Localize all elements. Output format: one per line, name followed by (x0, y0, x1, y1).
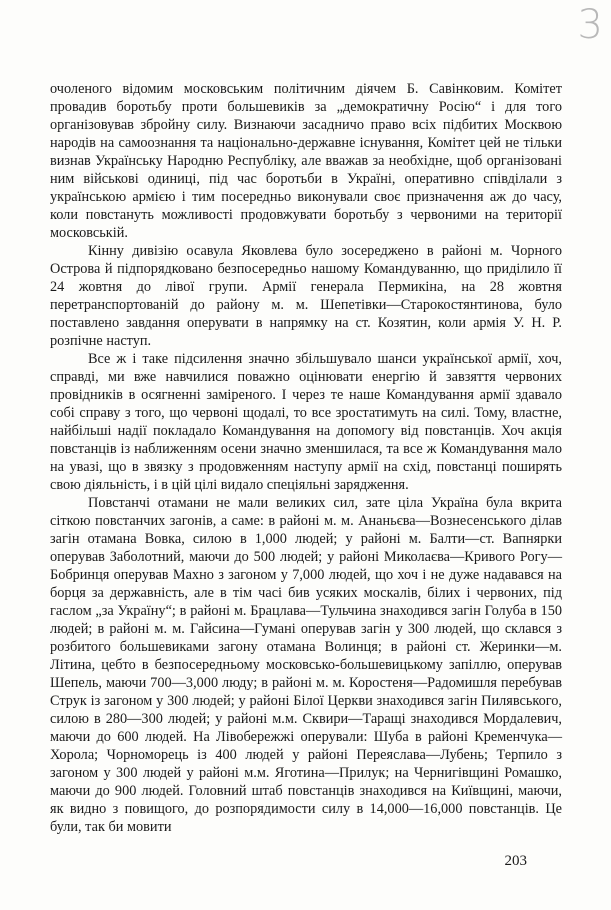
paragraph-1: очоленого відомим московським політичним діячем Б. Савінковим. Комітет провадив боротьбу проти большевиків за „демократичну Росію“ і для того організовував збройну силу. Визнаючи засадничо право всіх підбитих Москвою народів на самоознання та національно-державне існування, Комітет цей не тільки визнав Українську Народню Республіку, але вважав за необхідне, щоб організовані ним військові одиниці, під час боротьби в Україні, оперативно співділали з українською армією і тим посередньо виконували своє призначення аж до часу, коли повстануть можливості продовжувати боротьбу з червоними на території московській. (50, 81, 562, 241)
body-text (50, 80, 562, 836)
paragraph-2: Кінну дивізію осавула Яковлева було зосереджено в районі м. Чорного Острова й підпорядковано безпосередньо нашому Командуванню, що приділило її 24 жовтня до лівої групи. Армії генерала Пермикіна, на 28 жовтня перетранспортованій до району м. м. Шепетівки—Старокостянтинова, було поставлено завдання оперувати в напрямку на ст. Козятин, коли армія У. Н. Р. розпічне наступ. (50, 243, 562, 349)
page-number: 203 (504, 853, 527, 869)
paragraph-3: Все ж і таке підсилення значно збільшувало шанси української армії, хоч, справді, ми вже навчилися поважно оцінювати енергію й завзяття червоних провідників в осягненні замірeного. І через те наше Командування армії здавало собі справу з того, що червоні щодалі, то все зростатимуть на силі. Тому, властне, найбільші надії покладало Командування на допомогу від повстанців. Хоч акція повстанців із наближенням осени значно зменшилася, та все ж Командування мало на увазі, що в звязку з продовженням наступу армії на схід, повстанці поширять свою діяльність, і в цій цілі видало спеціяльні зарядження. (50, 351, 562, 493)
paragraph-4: Повстанчі отамани не мали великих сил, зате ціла Україна була вкрита сіткою повстанчих загонів, а саме: в районі м. м. Ананьєва—Вознесенського ділав загін отамана Вовка, силою в 1,000 людей; у районі м. Балти—ст. Вапнярки оперував Заболотний, маючи до 500 людей; у районі Миколаєва—Кривого Рогу—Бобринця оперував Махно з загоном у 7,000 людей, що хоч і не дуже надавався на борця за державність, але в тім часі бив усяких москалів, білих і червоних, під гаслом „за Україну“; в районі м. Брацлава—Тульчина знаходився загін Голуба в 150 людей; в районі м. м. Гайсина—Гумані оперував загін у 300 людей, що склався з розбитого большевиками загону отамана Волинця; в районі ст. Жеринки—м. Літина, цебто в безпосередньому московсько-большевицькому запіллю, оперував Шепель, маючи 700—3,000 люду; в районі м. м. Коростеня—Радомишля перебував Струк із загоном у 300 людей; у районі Білої Церкви знаходився загін Пилявського, силою в 280—300 людей; у районі м.м. Сквири—Таращі знаходився Мордалевич, маючи до 600 людей. На Лівобережжі оперували: Шуба в районі Кременчука—Хорола; Чорноморець із 400 людей у районі Переяслава—Лубень; Терпило з загоном у 300 людей у районі м.м. Яготина—Прилук; на Чернигівщині Ромашко, маючи до 900 людей. Головний штаб повстанців знаходився на Київщині, маючи, як видно з повищого, до розпорядимости силу в 14,000—16,000 повстанців. Це були, так би мовити (50, 495, 562, 835)
corner-mark: 3 (577, 2, 603, 48)
